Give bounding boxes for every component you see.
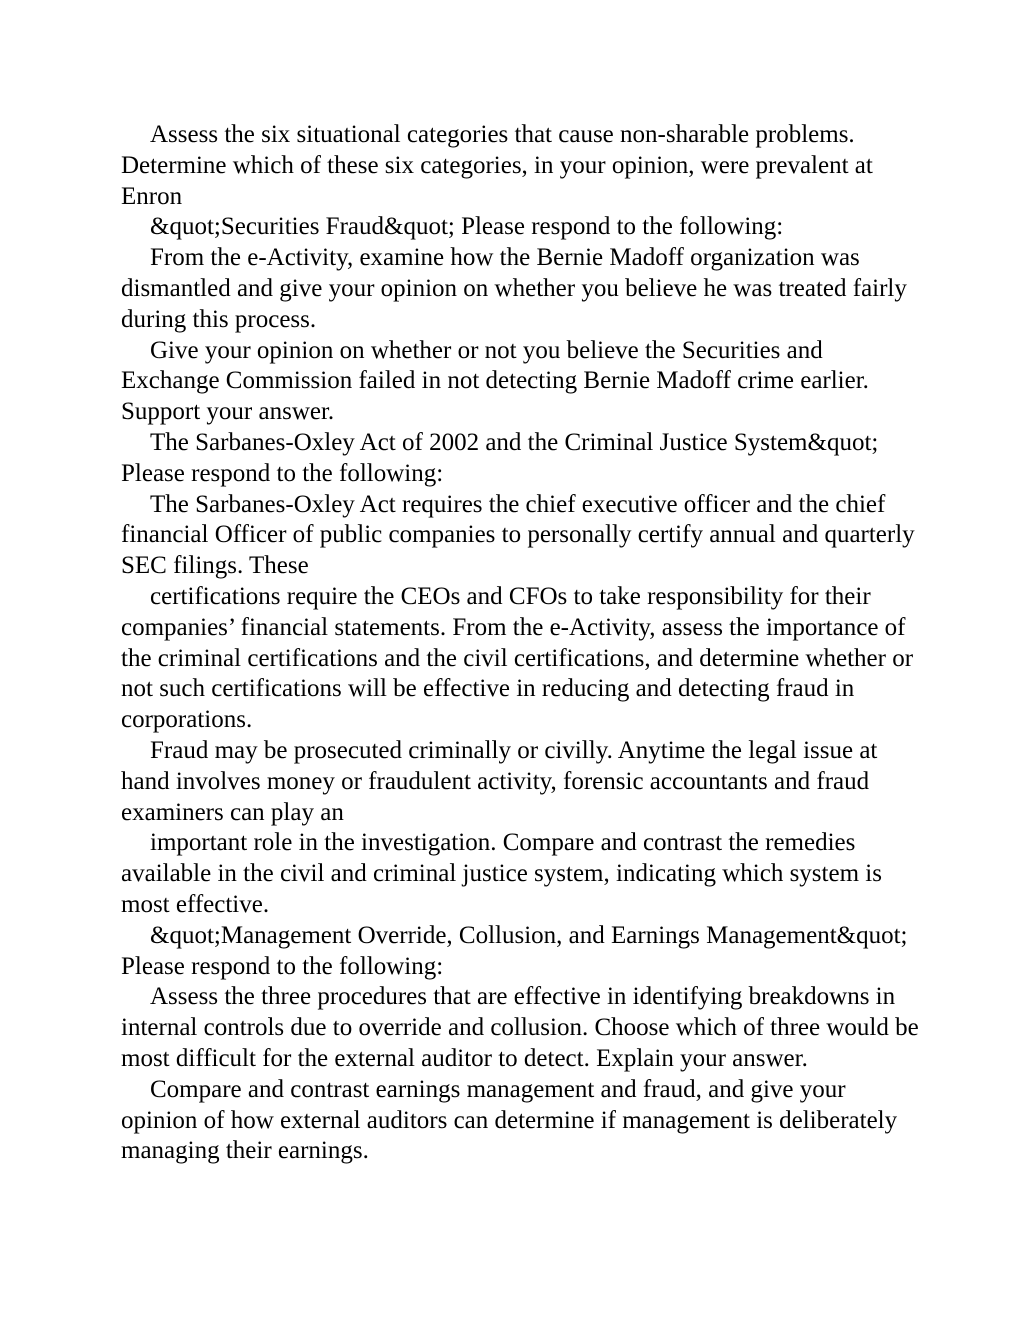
paragraph-three-procedures: Assess the three procedures that are effective in identifying breakdowns in internal controls due to override and collusion. Choose which of three would be most difficult for the external auditor to detect. Explain your answer. [121, 983, 919, 1072]
paragraph-madoff-dismantled: From the e-Activity, examine how the Bernie Madoff organization was dismantled and give your opinion on whether you believe he was treated fairly during this process. [121, 244, 907, 333]
paragraph-fraud-prosecuted: Fraud may be prosecuted criminally or civilly. Anytime the legal issue at hand involves money or fraudulent activity, forensic accountants and fraud examiners can play an [121, 736, 878, 826]
paragraph-sox-certify: The Sarbanes-Oxley Act requires the chief executive officer and the chief financial Officer of public companies to personally certify annual and quarterly SEC filings. These [121, 490, 915, 580]
heading-management-override: &quot;Management Override, Collusion, and Earnings Management&quot; Please respond to the following: [121, 921, 908, 980]
heading-securities-fraud: &quot;Securities Fraud&quot; Please respond to the following: [150, 213, 784, 241]
paragraph-certifications: certifications require the CEOs and CFOs to take responsibility for their companies’ financial statements. From the e-Activity, assess the importance of the criminal certifications and the civil certifications, and determine whether or not such certifications will be effective in reducing and detecting fraud in corporations. [121, 582, 914, 734]
paragraph-six-categories: Assess the six situational categories that cause non-sharable problems. Determine which of these six categories, in your opinion, were prevalent at Enron [121, 121, 873, 210]
paragraph-earnings-management: Compare and contrast earnings management and fraud, and give your opinion of how external auditors can determine if management is deliberately managing their earnings. [121, 1075, 898, 1165]
paragraph-sec-failure: Give your opinion on whether or not you believe the Securities and Exchange Commission failed in not detecting Bernie Madoff crime earlier. Support your answer. [121, 336, 869, 426]
heading-sarbanes-oxley: The Sarbanes-Oxley Act of 2002 and the Criminal Justice System&quot; Please respond to the following: [121, 428, 879, 487]
document-body [121, 120, 921, 1167]
paragraph-remedies: important role in the investigation. Compare and contrast the remedies available in the civil and criminal justice system, indicating which system is most effective. [121, 829, 882, 918]
